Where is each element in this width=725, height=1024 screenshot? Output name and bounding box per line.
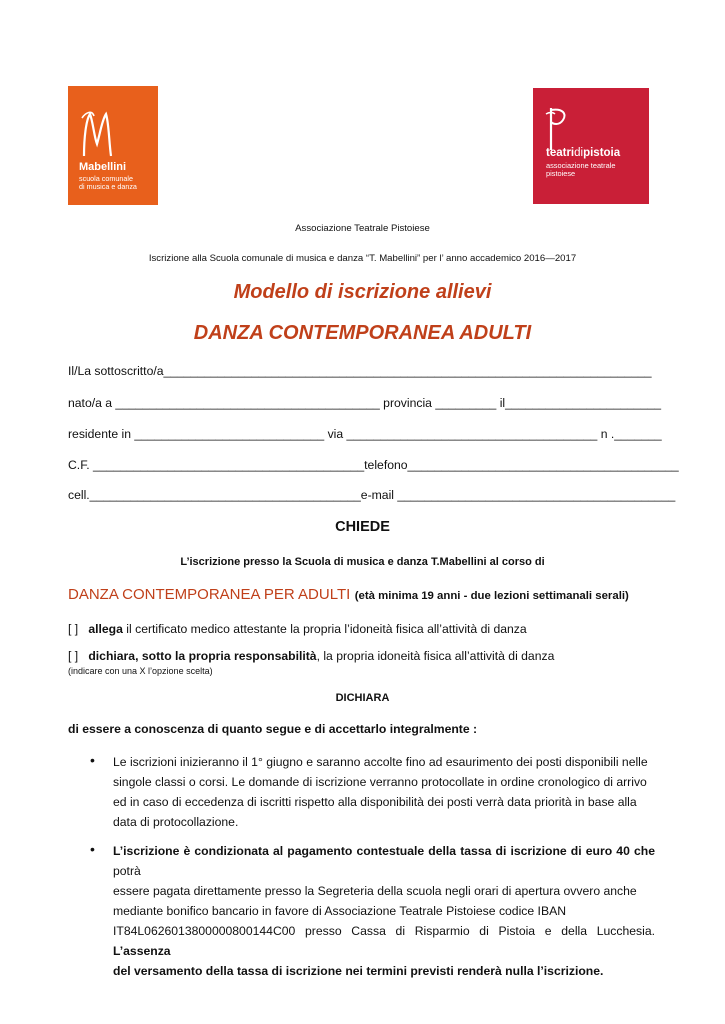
option-certificate-checkbox[interactable]: [ ] [68, 622, 79, 636]
option-certificate[interactable]: [ ] allega il certificato medico attestante la propria l’idoneità fisica all’attività di danza [68, 622, 527, 636]
request-line: L’iscrizione presso la Scuola di musica e danza T.Mabellini al corso di [180, 556, 545, 568]
rule-enrollment-period: Le iscrizioni inizieranno il 1° giugno e saranno accolte fino ad esaurimento dei posti disponibili nelle singole classi o corsi. Le domande di iscrizione verranno protocollate in ordine cronologico di arrivo ed in caso di eccedenza di iscritti rispetto alla disponibilità dei posti verrà data priorità in base alla data di protocollazione. [113, 755, 648, 829]
teatri-brand: teatridipistoia [546, 147, 621, 159]
mabellini-brand: Mabellini [79, 161, 127, 173]
form-title: Modello di iscrizione allievi [233, 281, 492, 303]
request-heading: CHIEDE [335, 519, 390, 535]
cell-email-field[interactable]: cell.________________________________________e-mail _________________________________________ [68, 488, 676, 502]
enrollment-line: Iscrizione alla Scuola comunale di musica e danza “T. Mabellini” per l’ anno accademico 2016—2017 [148, 253, 577, 264]
residence-field[interactable]: residente in ____________________________ via _____________________________________ n ._______ [68, 427, 662, 441]
declaration-heading: DICHIARA [335, 692, 390, 704]
mabellini-subtitle: scuola comunale di musica e danza [79, 174, 137, 192]
bullet-icon: • [90, 752, 95, 768]
birth-field[interactable]: nato/a a _______________________________________ provincia _________ il_______________________ [68, 396, 662, 410]
teatri-di-pistoia-logo [533, 88, 649, 204]
course-line [68, 586, 629, 604]
course-name: DANZA CONTEMPORANEA PER ADULTI [68, 586, 351, 603]
option-self-declaration[interactable]: [ ] dichiara, sotto la propria responsabilità, la propria idoneità fisica all’attività di danza [68, 649, 555, 663]
cf-phone-field[interactable]: C.F. ________________________________________telefono________________________________________ [68, 458, 679, 472]
course-title: DANZA CONTEMPORANEA ADULTI [193, 322, 532, 344]
name-field[interactable]: Il/La sottoscritto/a________________________________________________________________________ [68, 364, 652, 378]
rule-fee-payment: L’iscrizione è condizionata al pagamento contestuale della tassa di iscrizione di euro 40 che potrà essere pagata direttamente presso la Segreteria della scuola negli orari di apertura ovvero anche mediante bonifico bancario in favore di Associazione Teatrale Pistoiese codice IBAN IT84L0626013800000800144C00 presso Cassa di Risparmio di Pistoia e della Lucchesia. L’assenza del versamento della tassa di iscrizione nei termini previsti renderà nulla l’iscrizione. [113, 844, 655, 978]
mabellini-m-monogram [78, 108, 116, 160]
teatri-subtitle: associazione teatrale pistoiese [546, 161, 616, 179]
association-name: Associazione Teatrale Pistoiese [295, 223, 430, 234]
bullet-icon: • [90, 841, 95, 857]
mabellini-logo [68, 86, 158, 205]
course-note: (età minima 19 anni - due lezioni settimanali serali) [354, 590, 629, 602]
option-hint: (indicare con una X l’opzione scelta) [68, 666, 213, 676]
declaration-intro: di essere a conoscenza di quanto segue e di accettarlo integralmente : [68, 722, 478, 736]
option-self-declaration-checkbox[interactable]: [ ] [68, 649, 79, 663]
